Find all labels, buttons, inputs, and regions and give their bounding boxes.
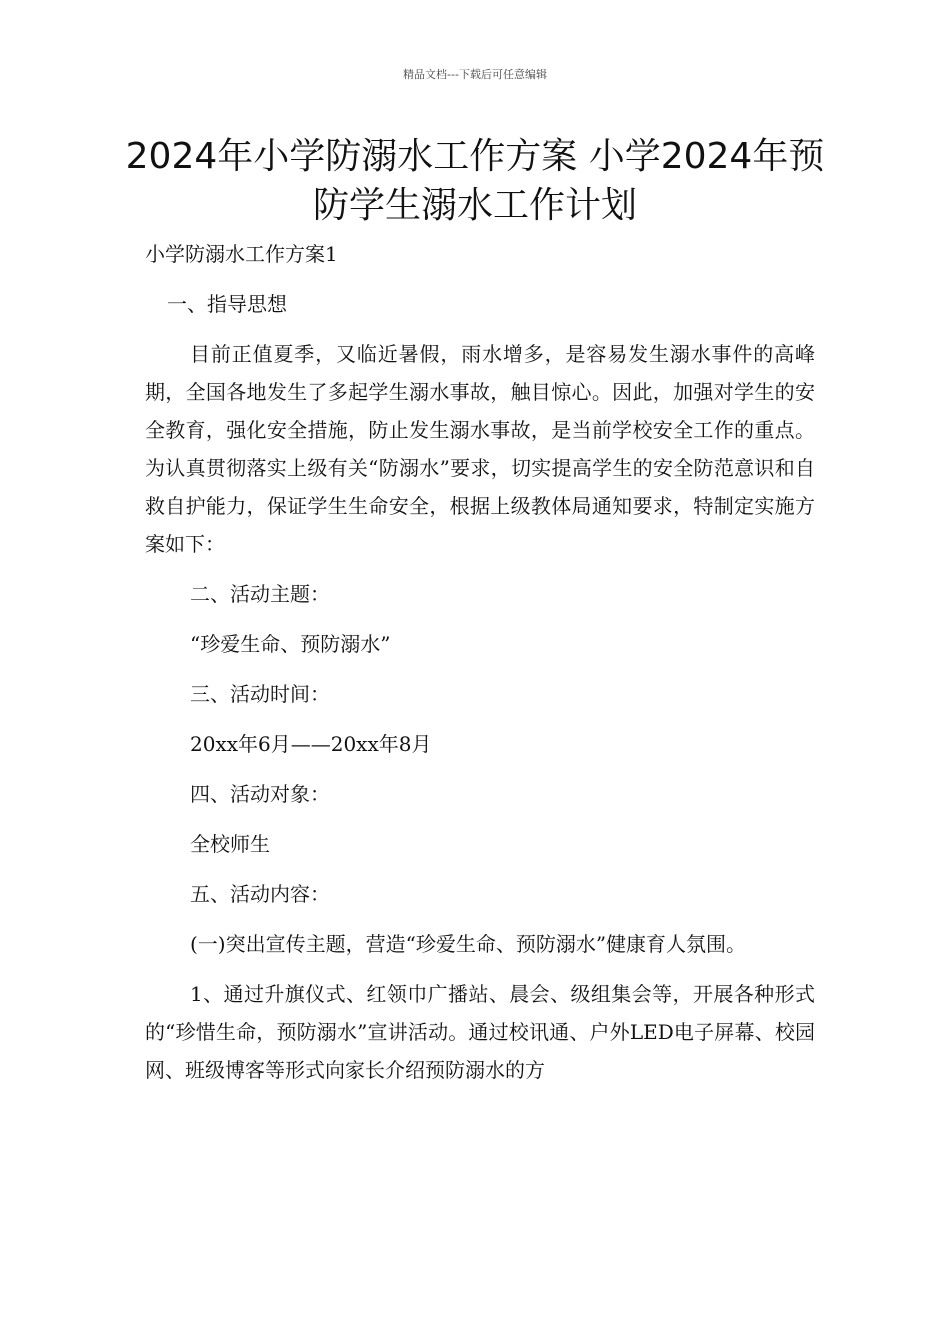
document-subtitle: 小学防溺水工作方案1 [145,242,338,266]
header-watermark: 精品文档---下载后可任意编辑 [403,68,547,81]
section-heading-activity-time: 三、活动时间： [190,682,330,706]
section-heading-activity-target: 四、活动对象： [190,782,330,806]
activity-time-text: 20xx年6月——20xx年8月 [190,732,432,756]
activity-target-text: 全校师生 [190,832,270,856]
activity-theme-text: “珍爱生命、预防溺水” [190,632,391,656]
section-heading-activity-theme: 二、活动主题： [190,582,330,606]
activity-content-subsection-1: (一)突出宣传主题，营造“珍爱生命、预防溺水”健康育人氛围。 [190,932,747,956]
section-heading-guiding-thought: 一、指导思想 [167,292,287,316]
activity-content-item-1: 1、通过升旗仪式、红领巾广播站、晨会、级组集会等，开展各种形式的“珍惜生命，预防溺水”宣讲活动。通过校讯通、户外LED电子屏幕、校园网、班级博客等形式向家长介绍预防溺水的方 [145,982,815,1082]
guiding-thought-paragraph: 目前正值夏季，又临近暑假，雨水增多，是容易发生溺水事件的高峰期，全国各地发生了多起学生溺水事故，触目惊心。因此，加强对学生的安全教育，强化安全措施，防止发生溺水事故，是当前学校安全工作的重点。为认真贯彻落实上级有关“防溺水”要求，切实提高学生的安全防范意识和自救自护能力，保证学生生命安全，根据上级教体局通知要求，特制定实施方案如下： [145,342,815,556]
section-heading-activity-content: 五、活动内容： [190,882,330,906]
document-body [145,235,815,1101]
document-title: 2024年小学防溺水工作方案 小学2024年预防学生溺水工作计划 [125,136,825,226]
